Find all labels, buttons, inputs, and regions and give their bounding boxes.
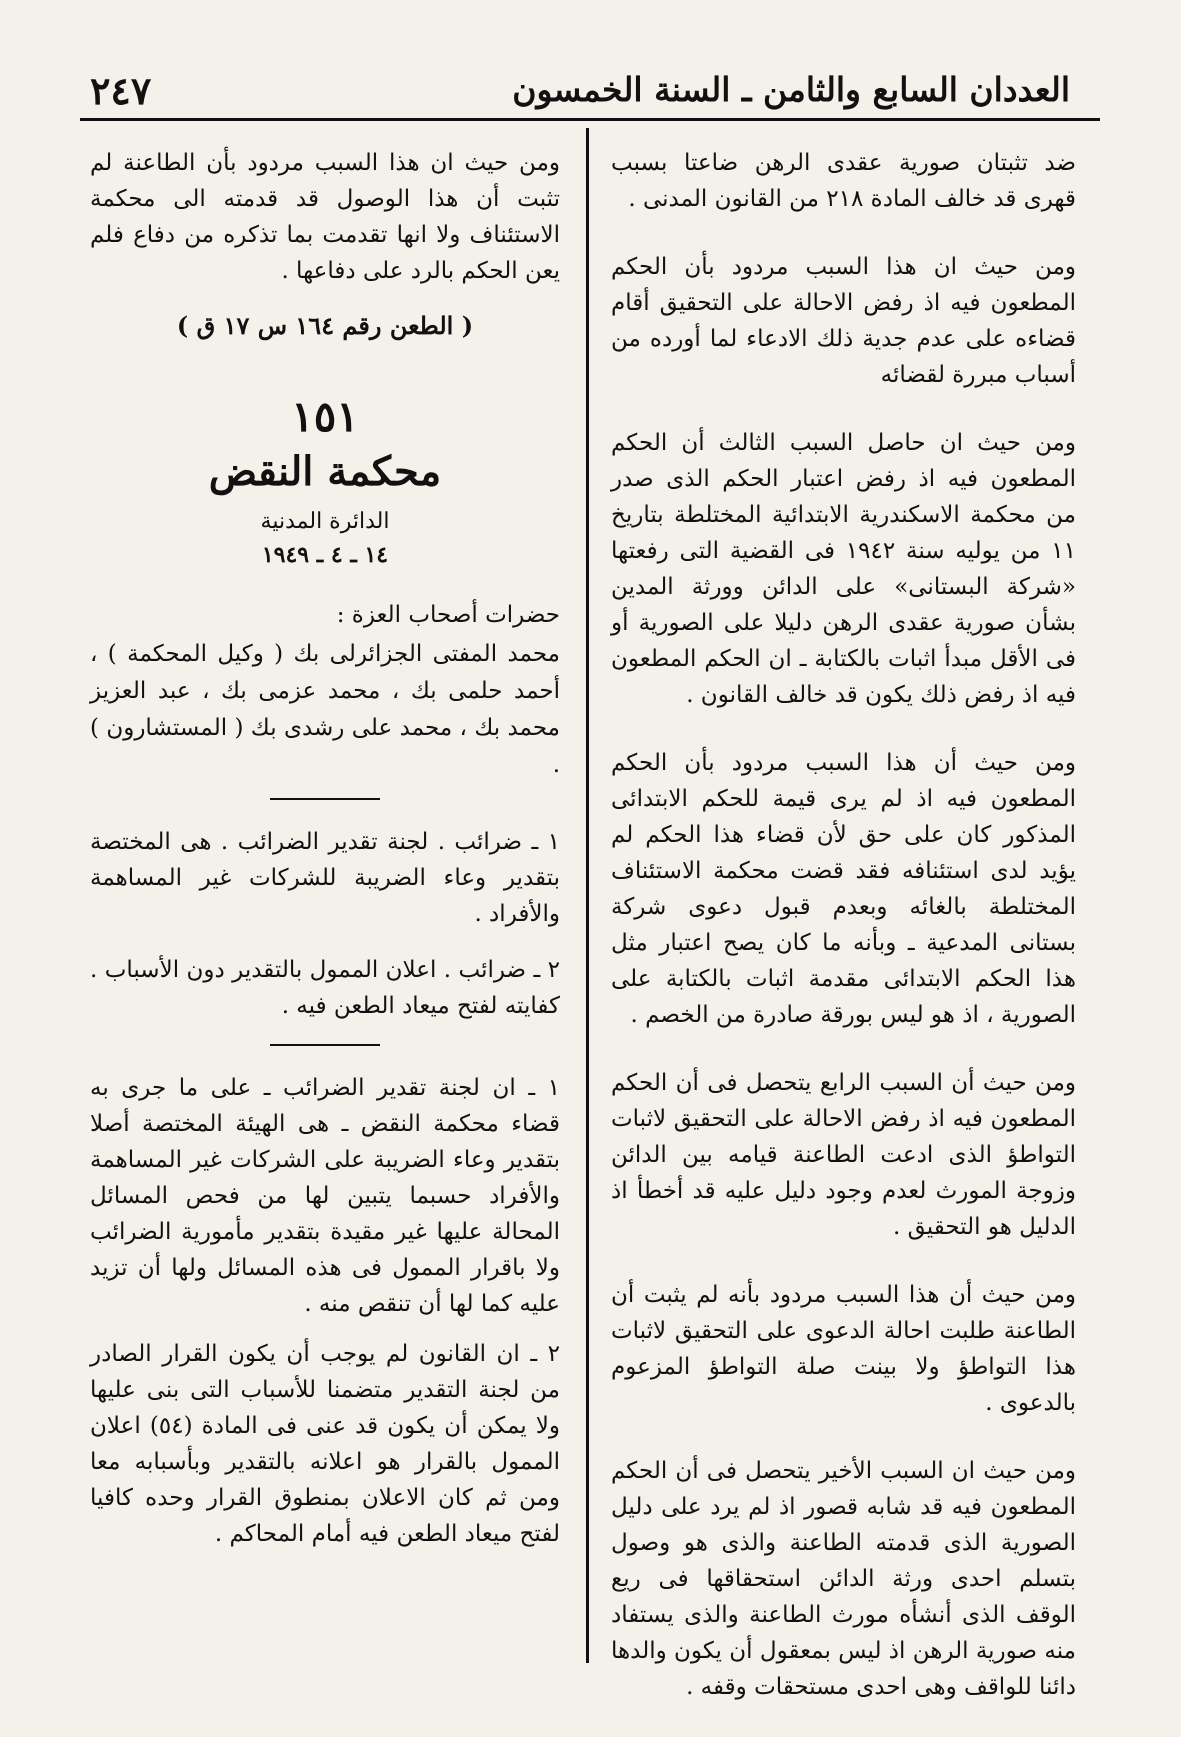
paragraph: ومن حيث ان حاصل السبب الثالث أن الحكم المطعون فيه اذ رفض اعتبار الحكم الذى صدر من محكمة الاسكندرية الابتدائية المختلطة بتاريخ ١١ من يوليه سنة ١٩٤٢ فى القضية التى رفعتها «شركة البستانى» على الدائن وورثة المدين بشأن صورية عقدى الرهن دليلا على الصورية أو فى الأقل مبدأ اثبات بالكتابة ـ ان الحكم المطعون فيه اذ رفض ذلك يكون قد خالف القانون .: [611, 430, 1076, 708]
paragraph: ضد تثبتان صورية عقدى الرهن ضاعتا بسبب قهرى قد خالف المادة ٢١٨ من القانون المدنى .: [611, 150, 1076, 212]
court-circuit: الدائرة المدنية: [260, 509, 390, 534]
running-title: العددان السابع والثامن ـ السنة الخمسون: [512, 70, 1070, 109]
paragraph: ومن حيث أن هذا السبب مردود بأن الحكم المطعون فيه اذ لم يرى قيمة للحكم الابتدائى المذكور كان على حق لأن قضاء هذا الحكم لم يؤيد لدى استئنافه فقد قضت محكمة الاستئناف المختلطة بالغائه وبعدم قبول دعوى شركة بستانى المدعية ـ وبأنه ما كان يصح اعتبار مثل هذا الحكم الابتدائى مقدمة اثبات بالكتابة على الصورية ، اذ هو ليس بورقة صادرة من الخصم .: [611, 750, 1076, 1028]
paragraph: ومن حيث أن السبب الرابع يتحصل فى أن الحكم المطعون فيه اذ رفض الاحالة على التحقيق لاثبات التواطؤ الذى ادعت الطاعنة قيامه بين الدائن وزوجة المورث لعدم وجود دليل عليه قد أخطأ اذ الدليل هو التحقيق .: [611, 1070, 1076, 1240]
page-number: ٢٤٧: [90, 68, 152, 113]
case-number: ١٥١: [291, 392, 359, 441]
left-column: [90, 145, 560, 1566]
header-rule: [80, 118, 1100, 121]
column-divider: [586, 128, 589, 1663]
holding-paragraph: ١ ـ ان لجنة تقدير الضرائب ـ على ما جرى به قضاء محكمة النقض ـ هى الهيئة المختصة أصلا بتقدير وعاء الضريبة على الشركات غير المساهمة والأفراد حسبما يتبين لها من فحص المسائل المحالة عليها غير مقيدة بتقدير مأمورية الضرائب ولا باقرار الممول فى هذه المسائل ولها أن تزيد عليه كما لها أن تنقص منه .: [90, 1075, 560, 1317]
headnote: ٢ ـ ضرائب . اعلان الممول بالتقدير دون الأسباب . كفايته لفتح ميعاد الطعن فيه .: [90, 957, 560, 1019]
page-header: [90, 60, 1090, 120]
section-divider: [270, 798, 380, 800]
headnote: ١ ـ ضرائب . لجنة تقدير الضرائب . هى المختصة بتقدير وعاء الضريبة للشركات غير المساهمة والأفراد .: [90, 829, 560, 927]
holding-paragraph: ٢ ـ ان القانون لم يوجب أن يكون القرار الصادر من لجنة التقدير متضمنا للأسباب التى بنى عليها ولا يمكن أن يكون قد عنى فى المادة (٥٤) اعلان الممول بالقرار هو اعلانه بالتقدير وبأسبابه معا ومن ثم كان الاعلان بمنطوق القرار وحده كافيا لفتح ميعاد الطعن فيه أمام المحاكم .: [90, 1341, 560, 1547]
paragraph: ومن حيث ان هذا السبب مردود بأن الحكم المطعون فيه اذ رفض الاحالة على التحقيق أقام قضاءه على عدم جدية ذلك الادعاء لما أورده من أسباب مبررة لقضائه: [611, 254, 1076, 388]
judges-list: محمد المفتى الجزائرلى بك ( وكيل المحكمة ) ، أحمد حلمى بك ، محمد عزمى بك ، عبد العزيز محمد بك ، محمد على رشدى بك ( المستشارون ) .: [90, 641, 560, 778]
court-name: محكمة النقض: [208, 448, 442, 495]
presence-label: حضرات أصحاب العزة :: [336, 602, 560, 628]
intro-paragraph: ومن حيث ان هذا السبب مردود بأن الطاعنة لم تثبت أن هذا الوصول قد قدمته الى محكمة الاستئناف ولا انها تقدمت بما تذكره من دفاع فلم يعن الحكم بالرد على دفاعها .: [90, 150, 560, 284]
paragraph: ومن حيث ان السبب الأخير يتحصل فى أن الحكم المطعون فيه قد شابه قصور اذ لم يرد على دليل الصورية الذى قدمته الطاعنة والذى هو وصول بتسلم احدى ورثة الدائن استحقاقها فى ريع الوقف الذى أنشأه مورث الطاعنة والذى يستفاد منه صورية الرهن اذ ليس بمعقول أن يكون والدها دائنا للواقف وهى احدى مستحقات وقفه .: [611, 1458, 1076, 1700]
right-column: [611, 145, 1076, 1737]
paragraph: ومن حيث أن هذا السبب مردود بأنه لم يثبت أن الطاعنة طلبت احالة الدعوى على التحقيق لاثبات هذا التواطؤ ولا بينت صلة التواطؤ المزعوم بالدعوى .: [611, 1282, 1076, 1416]
section-divider: [270, 1044, 380, 1046]
case-date: ١٤ ـ ٤ ـ ١٩٤٩: [261, 542, 389, 568]
appeal-reference: ( الطعن رقم ١٦٤ س ١٧ ق ): [176, 311, 474, 340]
